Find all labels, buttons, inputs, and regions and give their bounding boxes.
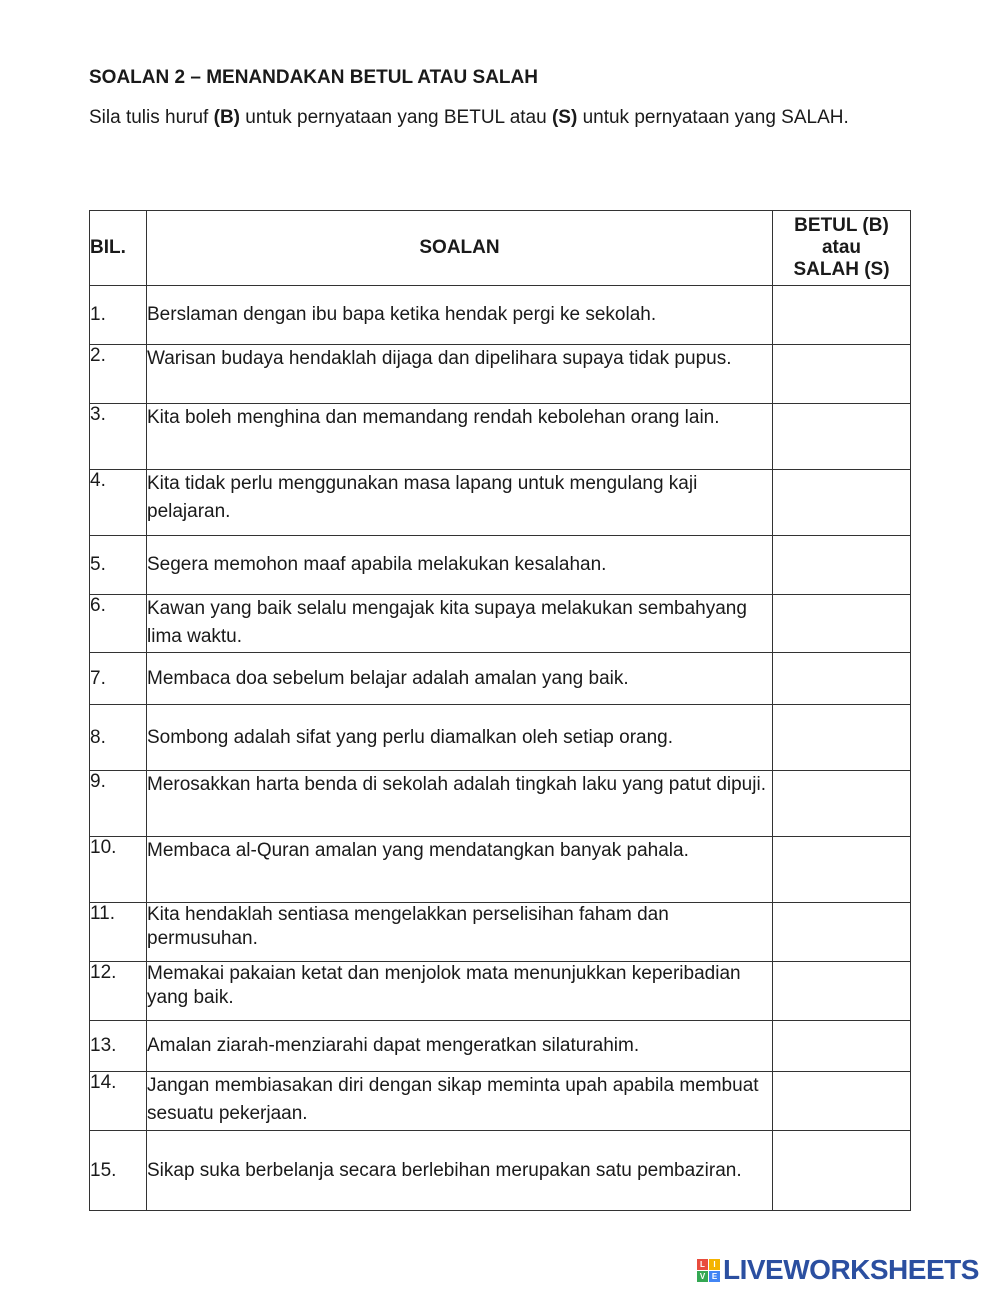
row-question: Jangan membiasakan diri dengan sikap meminta upah apabila membuat sesuatu pekerjaan. <box>147 1072 773 1131</box>
logo-text: LIVEWORKSHEETS <box>723 1254 979 1285</box>
table-row <box>90 962 911 1021</box>
row-number: 8. <box>90 705 147 771</box>
table-row <box>90 1131 911 1211</box>
answer-cell[interactable] <box>773 962 911 1021</box>
logo-square-i: I <box>709 1259 720 1270</box>
row-question: Membaca doa sebelum belajar adalah amalan yang baik. <box>147 653 773 705</box>
answer-cell[interactable] <box>773 470 911 536</box>
row-number: 6. <box>90 595 147 653</box>
table-row <box>90 705 911 771</box>
row-question: Kita hendaklah sentiasa mengelakkan perselisihan faham dan permusuhan. <box>147 903 773 962</box>
answer-cell[interactable] <box>773 1131 911 1211</box>
table-row <box>90 903 911 962</box>
row-number: 3. <box>90 404 147 470</box>
row-number: 5. <box>90 536 147 595</box>
logo-square-l: L <box>697 1259 708 1270</box>
instructions <box>89 104 889 131</box>
row-number: 4. <box>90 470 147 536</box>
table-row <box>90 837 911 903</box>
row-number: 11. <box>90 903 147 962</box>
row-question: Kawan yang baik selalu mengajak kita supaya melakukan sembahyang lima waktu. <box>147 595 773 653</box>
table-row <box>90 470 911 536</box>
table-row <box>90 536 911 595</box>
row-number: 10. <box>90 837 147 903</box>
liveworksheets-logo <box>697 1254 979 1286</box>
row-question: Warisan budaya hendaklah dijaga dan dipelihara supaya tidak pupus. <box>147 345 773 404</box>
row-question: Sombong adalah sifat yang perlu diamalkan oleh setiap orang. <box>147 705 773 771</box>
answer-cell[interactable] <box>773 595 911 653</box>
header-answer-line1: BETUL (B) <box>794 215 889 236</box>
row-question: Kita tidak perlu menggunakan masa lapang untuk mengulang kaji pelajaran. <box>147 470 773 536</box>
liveworksheets-icon <box>697 1259 720 1282</box>
table-row <box>90 1072 911 1131</box>
row-question: Segera memohon maaf apabila melakukan kesalahan. <box>147 536 773 595</box>
row-number: 15. <box>90 1131 147 1211</box>
header-soalan: SOALAN <box>147 211 773 286</box>
row-number: 1. <box>90 286 147 345</box>
header-answer-line2: atau <box>821 237 862 258</box>
answer-cell[interactable] <box>773 837 911 903</box>
answer-cell[interactable] <box>773 536 911 595</box>
row-number: 12. <box>90 962 147 1021</box>
header-bil: BIL. <box>90 211 147 286</box>
answer-cell[interactable] <box>773 404 911 470</box>
table-row <box>90 1021 911 1072</box>
question-table <box>89 210 911 1211</box>
s-mark: (S) <box>551 107 578 128</box>
instructions-part2: untuk pernyataan yang BETUL atau <box>240 107 552 128</box>
logo-square-e: E <box>709 1271 720 1282</box>
row-question: Memakai pakaian ketat dan menjolok mata menunjukkan keperibadian yang baik. <box>147 962 773 1021</box>
row-number: 9. <box>90 771 147 837</box>
header-answer-line3: SALAH (S) <box>793 259 890 280</box>
row-question: Sikap suka berbelanja secara berlebihan merupakan satu pembaziran. <box>147 1131 773 1211</box>
table-row <box>90 286 911 345</box>
row-number: 2. <box>90 345 147 404</box>
table-header-row <box>90 211 911 286</box>
row-number: 7. <box>90 653 147 705</box>
answer-cell[interactable] <box>773 771 911 837</box>
instructions-part3: untuk pernyataan yang SALAH. <box>577 107 849 128</box>
answer-cell[interactable] <box>773 653 911 705</box>
b-mark: (B) <box>213 107 241 128</box>
row-question: Amalan ziarah-menziarahi dapat mengeratkan silaturahim. <box>147 1021 773 1072</box>
table-row <box>90 404 911 470</box>
table-row <box>90 771 911 837</box>
answer-cell[interactable] <box>773 286 911 345</box>
answer-cell[interactable] <box>773 345 911 404</box>
answer-cell[interactable] <box>773 705 911 771</box>
table-row <box>90 345 911 404</box>
instructions-part1: Sila tulis huruf <box>89 107 214 128</box>
logo-square-v: V <box>697 1271 708 1282</box>
row-number: 14. <box>90 1072 147 1131</box>
row-number: 13. <box>90 1021 147 1072</box>
table-row <box>90 595 911 653</box>
answer-cell[interactable] <box>773 903 911 962</box>
header-answer <box>773 211 911 286</box>
row-question: Berslaman dengan ibu bapa ketika hendak pergi ke sekolah. <box>147 286 773 345</box>
row-question: Merosakkan harta benda di sekolah adalah tingkah laku yang patut dipuji. <box>147 771 773 837</box>
table-row <box>90 653 911 705</box>
answer-cell[interactable] <box>773 1021 911 1072</box>
row-question: Kita boleh menghina dan memandang rendah kebolehan orang lain. <box>147 404 773 470</box>
answer-cell[interactable] <box>773 1072 911 1131</box>
row-question: Membaca al-Quran amalan yang mendatangkan banyak pahala. <box>147 837 773 903</box>
worksheet-heading: SOALAN 2 – MENANDAKAN BETUL ATAU SALAH <box>89 67 538 88</box>
